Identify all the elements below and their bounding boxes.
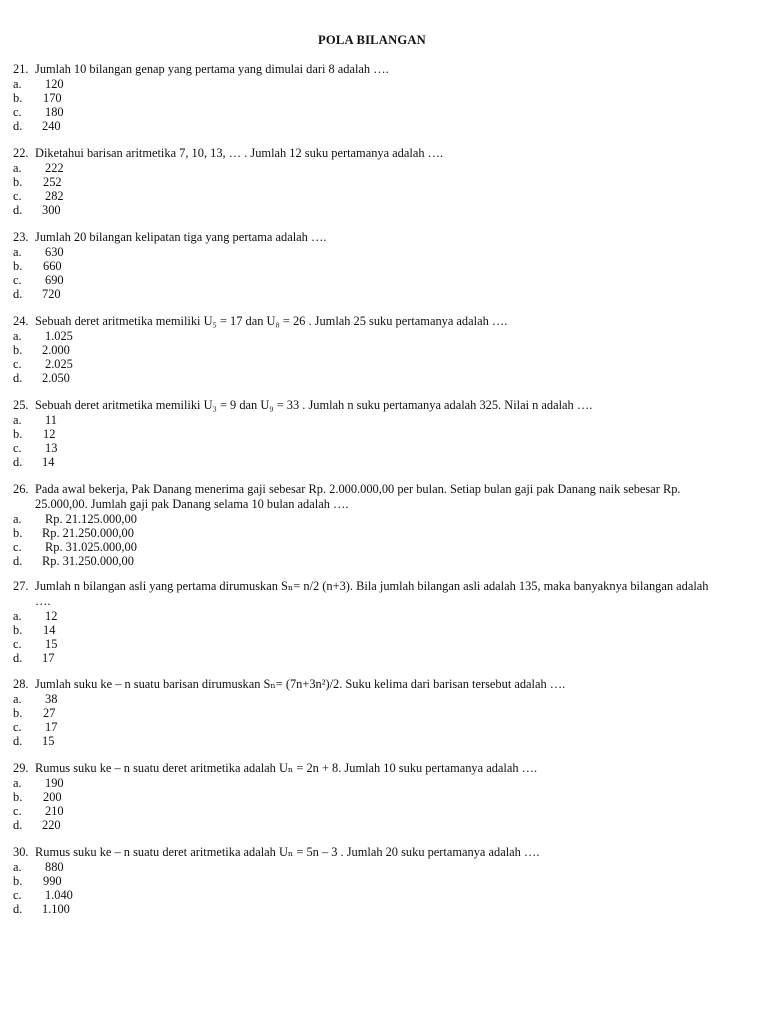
option-d (13, 287, 733, 301)
option-value: Rp. 31.025.000,00 (45, 540, 137, 554)
option-letter: b. (13, 427, 23, 441)
option-value: 17 (42, 651, 55, 665)
question-number: 25. (13, 398, 29, 412)
option-letter: a. (13, 329, 22, 343)
option-a (13, 512, 733, 526)
option-b (13, 259, 733, 273)
option-value: 120 (45, 77, 64, 91)
option-c (13, 720, 733, 734)
option-value: 190 (45, 776, 64, 790)
question-number: 30. (13, 845, 29, 859)
option-letter: d. (13, 287, 23, 301)
option-letter: b. (13, 706, 23, 720)
option-b (13, 175, 733, 189)
option-letter: d. (13, 734, 23, 748)
option-value: 2.025 (45, 357, 73, 371)
option-b (13, 874, 733, 888)
option-letter: a. (13, 609, 22, 623)
option-c (13, 540, 733, 554)
option-letter: b. (13, 91, 23, 105)
question-number: 22. (13, 146, 29, 160)
question-26 (13, 482, 733, 568)
option-letter: d. (13, 818, 23, 832)
option-letter: b. (13, 259, 23, 273)
option-value: 720 (42, 287, 61, 301)
option-a (13, 161, 733, 175)
option-letter: b. (13, 526, 23, 540)
question-text: Jumlah n bilangan asli yang pertama dirumuskan Sₙ= n/2 (n+3). Bila jumlah bilangan asli adalah 135, maka banyaknya bilangan adalah …. (35, 579, 709, 608)
option-value: 240 (42, 119, 61, 133)
option-c (13, 189, 733, 203)
question-number: 21. (13, 62, 29, 76)
option-value: Rp. 31.250.000,00 (42, 554, 134, 568)
option-c (13, 357, 733, 371)
option-letter: c. (13, 273, 22, 287)
question-text: Pada awal bekerja, Pak Danang menerima gaji sebesar Rp. 2.000.000,00 per bulan. Setiap bulan gaji pak Danang naik sebesar Rp. 25.000,00. Jumlah gaji pak Danang selama 10 bulan adalah …. (35, 482, 681, 511)
option-value: 252 (43, 175, 62, 189)
option-letter: a. (13, 161, 22, 175)
option-letter: b. (13, 790, 23, 804)
option-value: Rp. 21.125.000,00 (45, 512, 137, 526)
option-value: 17 (45, 720, 58, 734)
option-value: 990 (43, 874, 62, 888)
option-c (13, 441, 733, 455)
option-value: Rp. 21.250.000,00 (42, 526, 134, 540)
option-value: 170 (43, 91, 62, 105)
option-letter: c. (13, 637, 22, 651)
option-d (13, 902, 733, 916)
question-25 (13, 398, 733, 469)
option-b (13, 427, 733, 441)
option-value: 180 (45, 105, 64, 119)
option-a (13, 609, 733, 623)
option-a (13, 77, 733, 91)
question-text: Sebuah deret aritmetika memiliki U₃ = 9 dan U₉ = 33 . Jumlah n suku pertamanya adalah 325. Nilai n adalah …. (35, 398, 593, 412)
option-value: 12 (45, 609, 58, 623)
option-d (13, 203, 733, 217)
option-value: 690 (45, 273, 64, 287)
option-letter: a. (13, 245, 22, 259)
option-letter: a. (13, 512, 22, 526)
option-letter: c. (13, 189, 22, 203)
question-28 (13, 677, 733, 748)
option-value: 15 (45, 637, 58, 651)
option-letter: d. (13, 371, 23, 385)
option-letter: c. (13, 888, 22, 902)
option-b (13, 91, 733, 105)
option-letter: b. (13, 175, 23, 189)
option-b (13, 706, 733, 720)
option-d (13, 119, 733, 133)
option-letter: d. (13, 203, 23, 217)
option-a (13, 245, 733, 259)
option-letter: c. (13, 357, 22, 371)
option-letter: a. (13, 692, 22, 706)
option-b (13, 790, 733, 804)
question-text: Sebuah deret aritmetika memiliki U₅ = 17 dan U₈ = 26 . Jumlah 25 suku pertamanya adalah …. (35, 314, 508, 328)
option-value: 210 (45, 804, 64, 818)
question-29 (13, 761, 733, 832)
option-value: 300 (42, 203, 61, 217)
option-letter: b. (13, 874, 23, 888)
question-23 (13, 230, 733, 301)
option-letter: a. (13, 77, 22, 91)
option-value: 2.000 (42, 343, 70, 357)
option-d (13, 818, 733, 832)
question-number: 28. (13, 677, 29, 691)
option-value: 11 (45, 413, 57, 427)
option-a (13, 860, 733, 874)
page-title: POLA BILANGAN (318, 33, 426, 47)
option-d (13, 734, 733, 748)
option-value: 38 (45, 692, 58, 706)
option-c (13, 804, 733, 818)
option-value: 282 (45, 189, 64, 203)
option-letter: d. (13, 651, 23, 665)
option-letter: a. (13, 860, 22, 874)
option-letter: c. (13, 105, 22, 119)
option-c (13, 637, 733, 651)
question-30 (13, 845, 733, 916)
option-letter: b. (13, 343, 23, 357)
question-21 (13, 62, 733, 133)
option-value: 880 (45, 860, 64, 874)
option-letter: d. (13, 455, 23, 469)
option-letter: c. (13, 540, 22, 554)
option-letter: d. (13, 119, 23, 133)
option-value: 660 (43, 259, 62, 273)
option-letter: b. (13, 623, 23, 637)
option-value: 14 (43, 623, 56, 637)
question-text: Rumus suku ke – n suatu deret aritmetika adalah Uₙ = 2n + 8. Jumlah 10 suku pertamanya adalah …. (35, 761, 538, 775)
option-letter: d. (13, 902, 23, 916)
question-number: 29. (13, 761, 29, 775)
question-27 (13, 579, 733, 665)
option-b (13, 343, 733, 357)
option-value: 14 (42, 455, 55, 469)
option-value: 630 (45, 245, 64, 259)
option-value: 13 (45, 441, 58, 455)
question-text: Jumlah 10 bilangan genap yang pertama yang dimulai dari 8 adalah …. (35, 62, 389, 76)
question-text: Jumlah 20 bilangan kelipatan tiga yang pertama adalah …. (35, 230, 327, 244)
option-d (13, 455, 733, 469)
question-number: 23. (13, 230, 29, 244)
question-24 (13, 314, 733, 385)
question-number: 27. (13, 579, 29, 593)
option-value: 15 (42, 734, 55, 748)
option-letter: c. (13, 804, 22, 818)
option-d (13, 651, 733, 665)
question-text: Jumlah suku ke – n suatu barisan dirumuskan Sₙ= (7n+3n²)/2. Suku kelima dari barisan tersebut adalah …. (35, 677, 566, 691)
option-value: 1.025 (45, 329, 73, 343)
option-value: 200 (43, 790, 62, 804)
option-letter: c. (13, 720, 22, 734)
option-a (13, 413, 733, 427)
option-value: 222 (45, 161, 64, 175)
option-b (13, 623, 733, 637)
question-number: 26. (13, 482, 29, 496)
option-value: 1.040 (45, 888, 73, 902)
question-text: Rumus suku ke – n suatu deret aritmetika adalah Uₙ = 5n – 3 . Jumlah 20 suku pertamanya adalah …. (35, 845, 540, 859)
option-value: 27 (43, 706, 56, 720)
question-number: 24. (13, 314, 29, 328)
option-a (13, 329, 733, 343)
option-letter: c. (13, 441, 22, 455)
option-a (13, 692, 733, 706)
option-letter: d. (13, 554, 23, 568)
option-letter: a. (13, 776, 22, 790)
option-value: 220 (42, 818, 61, 832)
option-d (13, 371, 733, 385)
option-c (13, 273, 733, 287)
option-b (13, 526, 733, 540)
option-letter: a. (13, 413, 22, 427)
option-d (13, 554, 733, 568)
option-value: 2.050 (42, 371, 70, 385)
option-c (13, 105, 733, 119)
option-a (13, 776, 733, 790)
option-value: 1.100 (42, 902, 70, 916)
option-c (13, 888, 733, 902)
option-value: 12 (43, 427, 56, 441)
question-22 (13, 146, 733, 217)
question-text: Diketahui barisan aritmetika 7, 10, 13, … . Jumlah 12 suku pertamanya adalah …. (35, 146, 444, 160)
